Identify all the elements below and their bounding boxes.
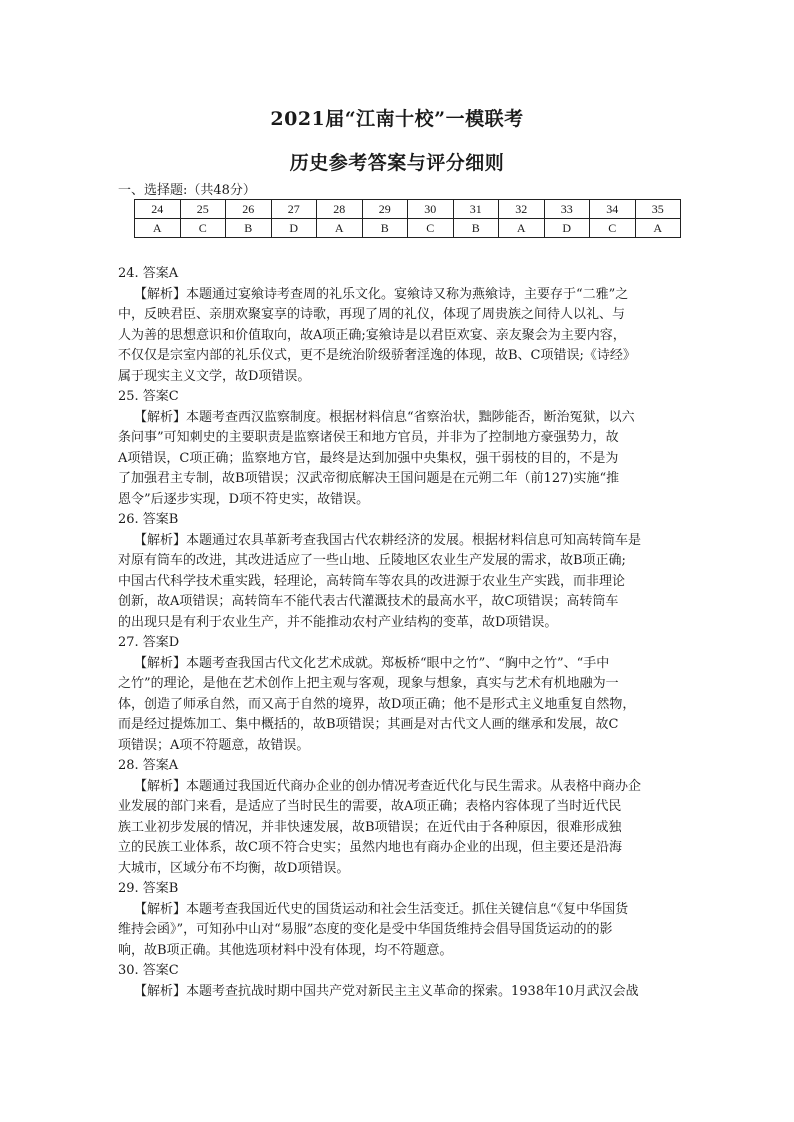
explanation-line: 项错误；A项不符题意，故错误。 — [118, 737, 310, 753]
question-number-row — [135, 200, 681, 219]
explanation-paragraph — [118, 654, 678, 757]
explanation-paragraph — [118, 777, 678, 880]
answer-cell: C — [180, 219, 226, 238]
question-number-cell: 25 — [180, 200, 226, 219]
explanation-line: 【解析】本题通过我国近代商办企业的创办情况考查近代化与民生需求。从表格中商办企 — [134, 778, 642, 794]
explanation-line: 对原有筒车的改进，其改进适应了一些山地、丘陵地区农业生产发展的需求，故B项正确; — [118, 553, 626, 568]
explanation-line: 中国古代科学技术重实践，轻理论，高转筒车等农具的改进源于农业生产实践，而非理论 — [118, 573, 626, 589]
question-number-cell: 30 — [408, 200, 454, 219]
explanation-line: 【解析】本题考查抗战时期中国共产党对新民主主义革命的探索。1938年10月武汉会战 — [134, 983, 639, 999]
question-number-cell: 31 — [453, 200, 499, 219]
answer-row — [135, 219, 681, 238]
answer-heading: 26. 答案B — [118, 512, 179, 527]
explanation-line: 立的民族工业体系，故C项不符合史实；虽然内地也有商办企业的出现，但主要还是沿海 — [118, 840, 622, 855]
explanation-line: 【解析】本题考查我国近代史的国货运动和社会生活变迁。抓住关键信息“《复中华国货 — [134, 901, 629, 917]
question-number-cell: 26 — [226, 200, 272, 219]
explanation-paragraph — [118, 531, 678, 634]
section-heading: 一、选择题:（共48分） — [118, 183, 256, 198]
explanation-line: 大城市，区域分布不均衡，故D项错误。 — [118, 860, 350, 876]
answer-heading: 24. 答案A — [118, 266, 179, 281]
explanation-line: 的出现只是有利于农业生产，并不能推动农村产业结构的变革，故D项错误。 — [118, 614, 558, 630]
explanation-line: 【解析】本题考查我国古代文化艺术成就。郑板桥“眼中之竹”、“胸中之竹”、“手中 — [134, 655, 610, 671]
answer-heading: 25. 答案C — [118, 389, 179, 404]
answer-cell: D — [544, 219, 590, 238]
explanation-line: 族工业初步发展的情况，并非快速发展，故B项错误；在近代由于各种原因，很难形成独 — [118, 819, 622, 835]
question-number-cell: 28 — [317, 200, 363, 219]
answer-cell: B — [362, 219, 408, 238]
explanation-line: 体，创造了师承自然，而又高于自然的境界，故D项正确；他不是形式主义地重复自然物， — [118, 696, 636, 712]
answer-heading: 28. 答案A — [118, 758, 179, 773]
answer-cell: A — [317, 219, 363, 238]
answer-table — [134, 199, 681, 238]
question-number-cell: 24 — [135, 200, 181, 219]
explanation-line: 之竹”的理论，是他在艺术创作上把主观与客观，现象与想象，真实与艺术有机地融为一 — [118, 676, 619, 691]
explanation-line: 【解析】本题通过宴飨诗考查周的礼乐文化。宴飨诗又称为燕飨诗，主要存于“二雅”之 — [134, 286, 629, 302]
answer-cell: A — [635, 219, 681, 238]
answer-cell: D — [271, 219, 317, 238]
explanation-paragraph — [118, 982, 678, 1003]
explanations — [118, 264, 678, 1002]
answer-cell: C — [408, 219, 454, 238]
explanation-line: 条问事”可知刺史的主要职责是监察诸侯王和地方官员，并非为了控制地方豪强势力，故 — [118, 430, 619, 445]
page-title: 2021届“江南十校”一模联考 — [270, 108, 524, 130]
answer-cell: B — [226, 219, 272, 238]
explanation-line: 响，故B项正确。其他选项材料中没有体现，均不符题意。 — [118, 942, 453, 958]
question-number-cell: 33 — [544, 200, 590, 219]
explanation-line: 恩令”后逐步实现，D项不符史实，故错误。 — [118, 491, 370, 507]
explanation-paragraph — [118, 285, 678, 388]
answer-cell: C — [590, 219, 636, 238]
explanation-line: 不仅仅是宗室内部的礼乐仪式，更不是统治阶级骄奢淫逸的体现，故B、C项错误;《诗经》 — [118, 348, 636, 363]
explanation-line: 了加强君主专制，故B项错误；汉武帝彻底解决王国问题是在元朔二年（前127)实施“推 — [118, 471, 620, 486]
page-subtitle: 历史参考答案与评分细则 — [289, 152, 505, 174]
question-number-cell: 35 — [635, 200, 681, 219]
answer-cell: B — [453, 219, 499, 238]
explanation-line: 中，反映君臣、亲朋欢聚宴享的诗歌，再现了周的礼仪，体现了周贵族之间待人以礼、与 — [118, 307, 626, 322]
explanation-line: A项错误，C项正确；监察地方官，最终是达到加强中央集权，强干弱枝的目的，不是为 — [118, 450, 619, 466]
question-number-cell: 32 — [499, 200, 545, 219]
answer-cell: A — [499, 219, 545, 238]
answer-heading: 27. 答案D — [118, 635, 180, 650]
explanation-line: 人为善的思想意识和价值取向，故A项正确;宴飨诗是以君臣欢宴、亲友聚会为主要内容， — [118, 327, 626, 343]
answer-cell: A — [135, 219, 181, 238]
explanation-line: 属于现实主义文学，故D项错误。 — [118, 368, 311, 384]
explanation-line: 而是经过提炼加工、集中概括的，故B项错误；其画是对古代文人画的继承和发展，故C — [118, 717, 619, 732]
explanation-line: 创新，故A项错误；高转筒车不能代表古代灌溉技术的最高水平，故C项错误；高转筒车 — [118, 594, 619, 609]
explanation-paragraph — [118, 900, 678, 962]
answer-heading: 29. 答案B — [118, 881, 179, 896]
explanation-paragraph — [118, 408, 678, 511]
question-number-cell: 27 — [271, 200, 317, 219]
explanation-line: 【解析】本题通过农具革新考查我国古代农耕经济的发展。根据材料信息可知高转筒车是 — [134, 532, 642, 548]
explanation-line: 业发展的部门来看，是适应了当时民生的需要，故A项正确；表格内容体现了当时近代民 — [118, 799, 622, 814]
explanation-line: 维持会函》”，可知孙中山对“易服”态度的变化是受中华国货维持会倡导国货运动的的影 — [118, 922, 613, 937]
explanation-line: 【解析】本题考查西汉监察制度。根据材料信息“省察治状，黜陟能否，断治冤狱，以六 — [134, 409, 635, 425]
answer-heading: 30. 答案C — [118, 963, 179, 978]
question-number-cell: 29 — [362, 200, 408, 219]
question-number-cell: 34 — [590, 200, 636, 219]
